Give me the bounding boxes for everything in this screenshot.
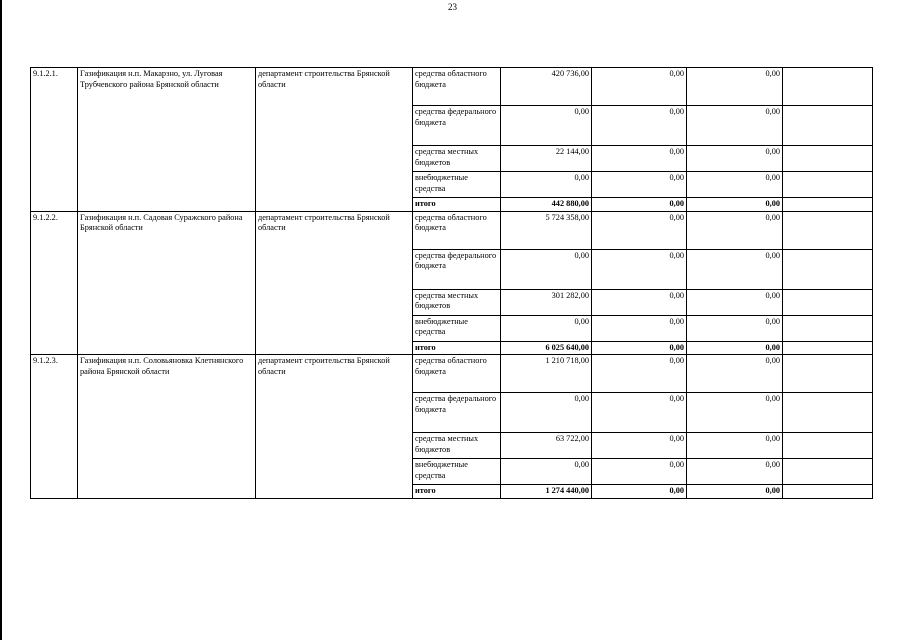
empty-cell [783, 198, 873, 212]
project-name: Газификация н.п. Макарзно, ул. Луговая Трубчевского района Брянской области [78, 68, 256, 212]
funding-source: средства областного бюджета [413, 211, 501, 249]
value-cell: 0,00 [687, 315, 783, 341]
amount-cell: 0,00 [501, 249, 592, 289]
project-executor: департамент строительства Брянской области [256, 211, 413, 355]
value-cell: 0,00 [687, 249, 783, 289]
empty-cell [783, 315, 873, 341]
empty-cell [783, 289, 873, 315]
amount-cell: 0,00 [501, 459, 592, 485]
value-cell: 0,00 [687, 106, 783, 146]
page-number: 23 [448, 2, 457, 12]
project-code: 9.1.2.1. [31, 68, 78, 212]
funding-source: средства областного бюджета [413, 68, 501, 106]
project-executor: департамент строительства Брянской области [256, 355, 413, 499]
value-cell: 0,00 [592, 146, 687, 172]
funding-source: внебюджетные средства [413, 459, 501, 485]
value-cell: 0,00 [592, 355, 687, 393]
project-name: Газификация н.п. Соловьяновка Клетнянского района Брянской области [78, 355, 256, 499]
value-cell: 0,00 [592, 172, 687, 198]
funding-source: средства федерального бюджета [413, 393, 501, 433]
empty-cell [783, 459, 873, 485]
value-cell: 0,00 [592, 315, 687, 341]
budget-table-body [31, 68, 873, 499]
empty-cell [783, 172, 873, 198]
amount-cell: 0,00 [501, 393, 592, 433]
amount-cell: 0,00 [501, 106, 592, 146]
value-cell: 0,00 [687, 485, 783, 499]
value-cell: 0,00 [592, 459, 687, 485]
value-cell: 0,00 [687, 341, 783, 355]
empty-cell [783, 341, 873, 355]
amount-cell: 22 144,00 [501, 146, 592, 172]
empty-cell [783, 146, 873, 172]
empty-cell [783, 106, 873, 146]
value-cell: 0,00 [687, 355, 783, 393]
page-left-edge [0, 0, 2, 640]
funding-source: итого [413, 341, 501, 355]
amount-cell: 5 724 358,00 [501, 211, 592, 249]
funding-source: средства местных бюджетов [413, 433, 501, 459]
empty-cell [783, 249, 873, 289]
funding-source: средства местных бюджетов [413, 289, 501, 315]
project-executor: департамент строительства Брянской области [256, 68, 413, 212]
amount-cell: 1 274 440,00 [501, 485, 592, 499]
funding-source: средства федерального бюджета [413, 106, 501, 146]
funding-row [31, 68, 873, 106]
value-cell: 0,00 [687, 172, 783, 198]
empty-cell [783, 393, 873, 433]
budget-table [30, 67, 873, 499]
funding-source: итого [413, 485, 501, 499]
value-cell: 0,00 [592, 393, 687, 433]
amount-cell: 63 722,00 [501, 433, 592, 459]
value-cell: 0,00 [687, 211, 783, 249]
value-cell: 0,00 [592, 249, 687, 289]
project-name: Газификация н.п. Садовая Суражского района Брянской области [78, 211, 256, 355]
empty-cell [783, 485, 873, 499]
funding-source: внебюджетные средства [413, 315, 501, 341]
amount-cell: 1 210 718,00 [501, 355, 592, 393]
value-cell: 0,00 [687, 433, 783, 459]
value-cell: 0,00 [687, 393, 783, 433]
funding-source: средства областного бюджета [413, 355, 501, 393]
empty-cell [783, 211, 873, 249]
value-cell: 0,00 [592, 106, 687, 146]
amount-cell: 0,00 [501, 172, 592, 198]
funding-source: внебюджетные средства [413, 172, 501, 198]
amount-cell: 301 282,00 [501, 289, 592, 315]
value-cell: 0,00 [592, 289, 687, 315]
value-cell: 0,00 [592, 211, 687, 249]
value-cell: 0,00 [687, 459, 783, 485]
value-cell: 0,00 [592, 433, 687, 459]
funding-source: средства местных бюджетов [413, 146, 501, 172]
value-cell: 0,00 [592, 68, 687, 106]
value-cell: 0,00 [687, 146, 783, 172]
amount-cell: 0,00 [501, 315, 592, 341]
value-cell: 0,00 [687, 289, 783, 315]
value-cell: 0,00 [687, 198, 783, 212]
funding-row [31, 355, 873, 393]
amount-cell: 442 880,00 [501, 198, 592, 212]
empty-cell [783, 355, 873, 393]
funding-row [31, 211, 873, 249]
amount-cell: 420 736,00 [501, 68, 592, 106]
amount-cell: 6 025 640,00 [501, 341, 592, 355]
value-cell: 0,00 [687, 68, 783, 106]
value-cell: 0,00 [592, 341, 687, 355]
empty-cell [783, 68, 873, 106]
value-cell: 0,00 [592, 198, 687, 212]
funding-source: итого [413, 198, 501, 212]
value-cell: 0,00 [592, 485, 687, 499]
project-code: 9.1.2.2. [31, 211, 78, 355]
project-code: 9.1.2.3. [31, 355, 78, 499]
empty-cell [783, 433, 873, 459]
funding-source: средства федерального бюджета [413, 249, 501, 289]
